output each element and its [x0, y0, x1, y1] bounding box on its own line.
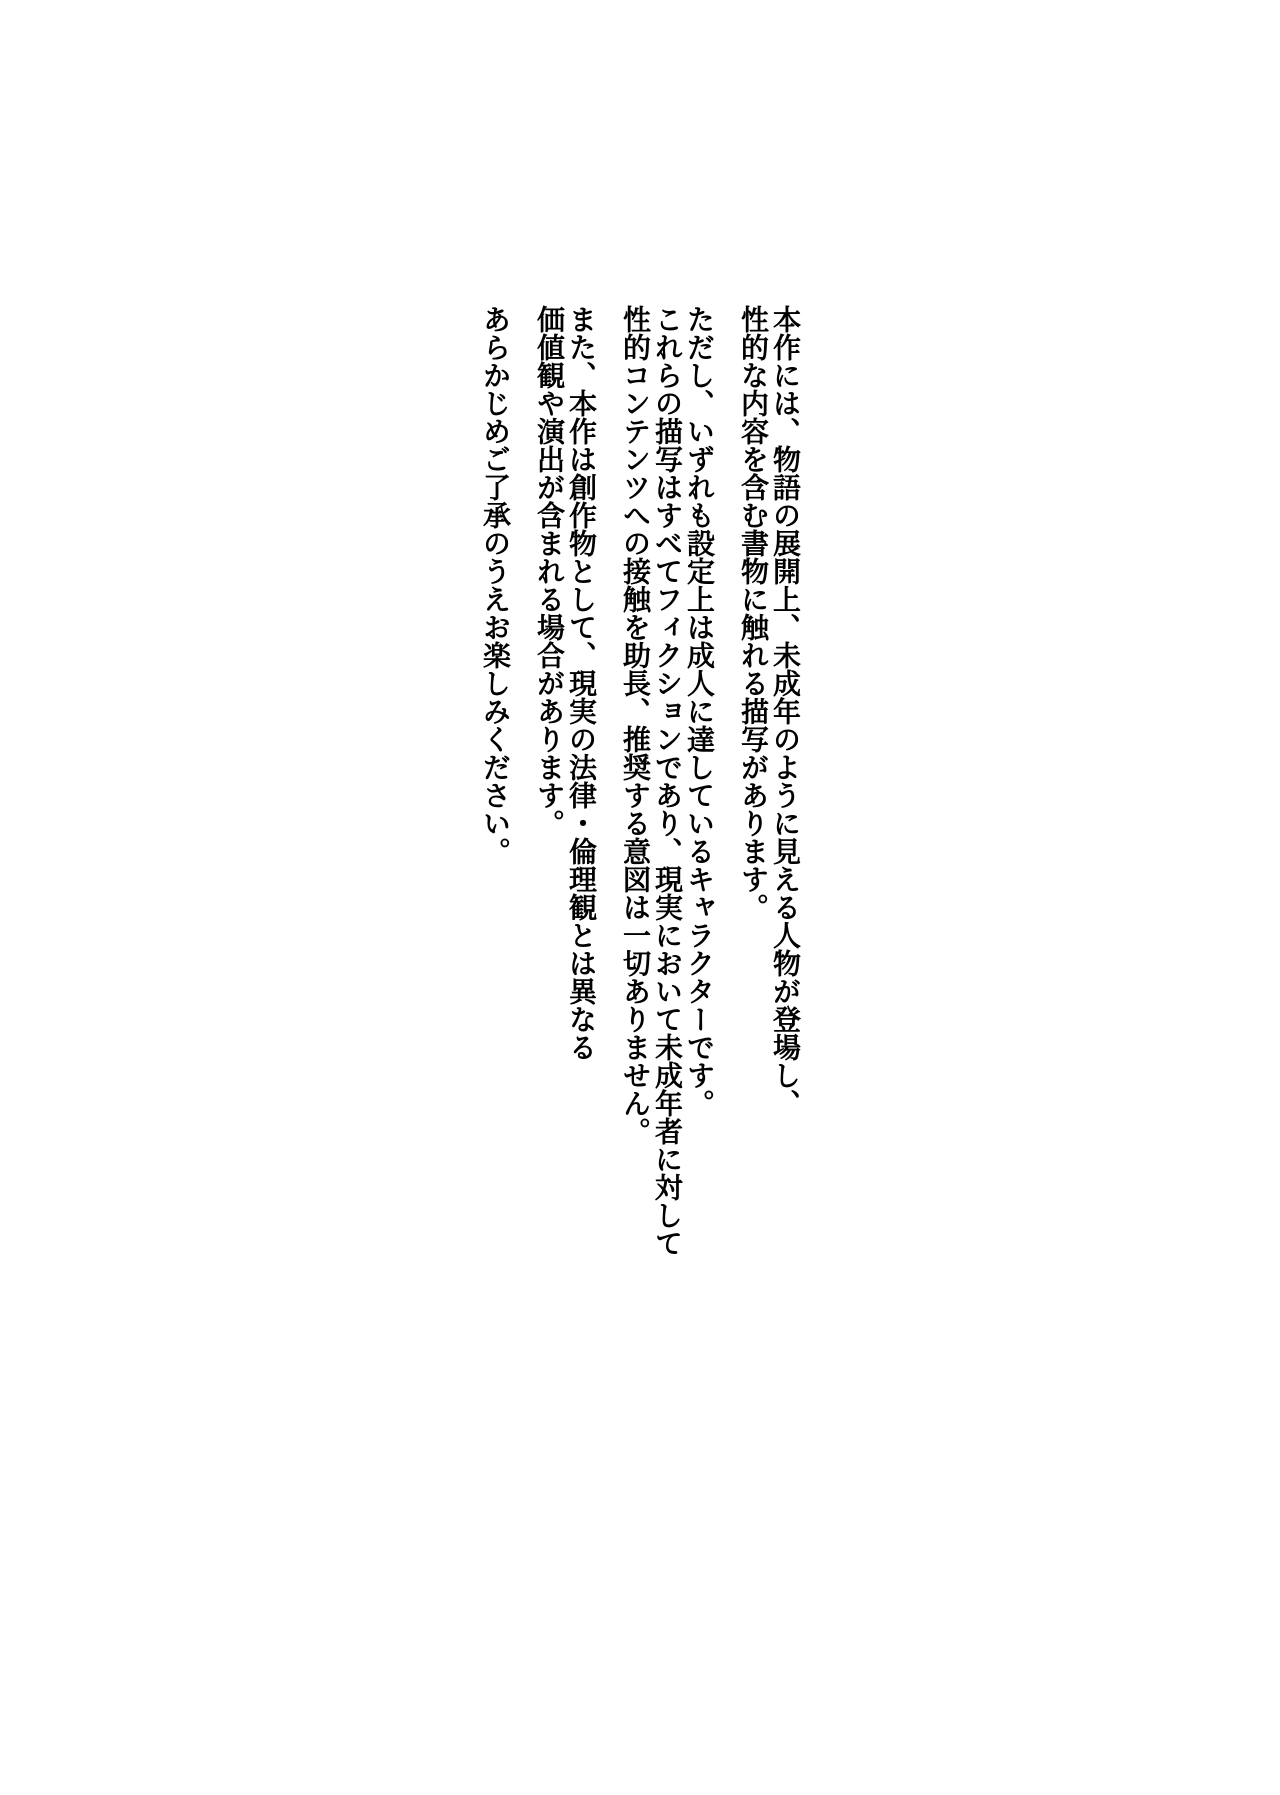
text-line: あらかじめご了承のうえお楽しみください。 — [480, 305, 511, 865]
text-line: 本作には、物語の展開上、未成年のように見える人物が登場し、 — [770, 305, 801, 1117]
paragraph-closing — [479, 305, 511, 1305]
text-line: 性的コンテンツへの接触を助長、推奨する意図は一切ありません。 — [620, 305, 651, 1145]
disclaimer-text-block — [479, 305, 801, 1305]
text-line: 価値観や演出が含まれる場合があります。 — [534, 305, 565, 837]
paragraph-intro — [737, 305, 801, 1305]
text-line: また、本作は創作物として、現実の法律・倫理観とは異なる — [566, 305, 597, 1061]
paragraph-fiction-note — [619, 305, 715, 1305]
text-line: 性的な内容を含む書物に触れる描写があります。 — [738, 305, 769, 921]
paragraph-values-note — [533, 305, 597, 1305]
text-line: これらの描写はすべてフィクションであり、現実において未成年者に対して — [652, 305, 683, 1257]
text-line: ただし、いずれも設定上は成人に達しているキャラクターです。 — [684, 305, 715, 1117]
